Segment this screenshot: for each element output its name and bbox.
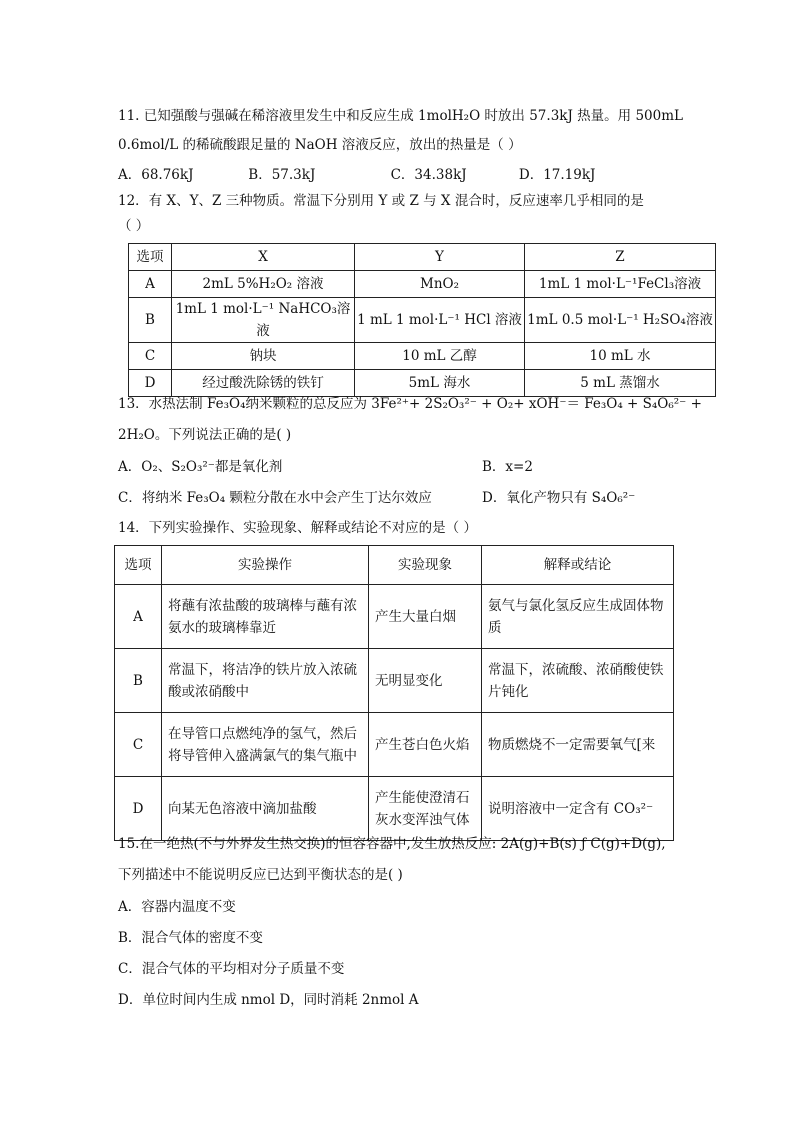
- table-header-cell: 解释或结论: [482, 546, 674, 585]
- table-cell: 氨气与氯化氢反应生成固体物质: [482, 585, 674, 649]
- table-cell: 将蘸有浓盐酸的玻璃棒与蘸有浓氨水的玻璃棒靠近: [162, 585, 369, 649]
- table-header-cell: 实验操作: [162, 546, 369, 585]
- table-cell: 1mL 0.5 mol·L⁻¹ H₂SO₄溶液: [525, 298, 716, 343]
- table-row: [129, 370, 716, 397]
- table-cell: 1mL 1 mol·L⁻¹ NaHCO₃溶液: [172, 298, 355, 343]
- table-cell: 5mL 海水: [355, 370, 525, 397]
- table-cell: C: [129, 343, 172, 370]
- q11-stem-line2: 0.6mol/L 的稀硫酸跟足量的 NaOH 溶液反应，放出的热量是（ ）: [118, 137, 522, 153]
- q13-option-c: C．将纳米 Fe₃O₄ 颗粒分散在水中会产生丁达尔效应: [118, 490, 432, 506]
- q15-option-d: D．单位时间内生成 nmol D，同时消耗 2nmol A: [118, 992, 419, 1008]
- q13-option-a: A．O₂、S₂O₃²⁻都是氧化剂: [118, 459, 283, 475]
- table-row: [115, 713, 674, 777]
- table-cell: 产生苍白色火焰: [369, 713, 482, 777]
- table-cell: MnO₂: [355, 271, 525, 298]
- table-row: [129, 343, 716, 370]
- q15-option-b: B．混合气体的密度不变: [118, 930, 263, 946]
- table-cell: 5 mL 蒸馏水: [525, 370, 716, 397]
- table-cell: 常温下，将洁净的铁片放入浓硫酸或浓硝酸中: [162, 649, 369, 713]
- q13-option-b: B．x=2: [482, 459, 533, 475]
- table-header-cell: 选项: [129, 244, 172, 271]
- table-cell: A: [115, 585, 162, 649]
- q12-stem-line2: （ ）: [118, 218, 150, 234]
- table-row: [115, 585, 674, 649]
- table-cell: 产生能使澄清石灰水变浑浊气体: [369, 777, 482, 841]
- table-cell: 向某无色溶液中滴加盐酸: [162, 777, 369, 841]
- table-header-cell: 实验现象: [369, 546, 482, 585]
- table-cell: 产生大量白烟: [369, 585, 482, 649]
- table-header-cell: Z: [525, 244, 716, 271]
- q15-option-a: A．容器内温度不变: [118, 899, 236, 915]
- table-header-cell: Y: [355, 244, 525, 271]
- table-cell: 经过酸洗除锈的铁钉: [172, 370, 355, 397]
- table-cell: B: [115, 649, 162, 713]
- table-row: [129, 271, 716, 298]
- table-cell: D: [115, 777, 162, 841]
- table-cell: 2mL 5%H₂O₂ 溶液: [172, 271, 355, 298]
- table-cell: 1 mL 1 mol·L⁻¹ HCl 溶液: [355, 298, 525, 343]
- q11-option-a: A．68.76kJ: [118, 167, 194, 183]
- q11-option-d: D．17.19kJ: [518, 167, 596, 183]
- table-cell: 物质燃烧不一定需要氧气[来: [482, 713, 674, 777]
- q14-table: [114, 545, 674, 841]
- table-header-cell: 选项: [115, 546, 162, 585]
- table-cell: 在导管口点燃纯净的氢气，然后将导管伸入盛满氯气的集气瓶中: [162, 713, 369, 777]
- table-cell: 10 mL 水: [525, 343, 716, 370]
- table-row: [129, 298, 716, 343]
- table-cell: 1mL 1 mol·L⁻¹FeCl₃溶液: [525, 271, 716, 298]
- q12-stem-line1: 12．有 X、Y、Z 三种物质。常温下分别用 Y 或 Z 与 X 混合时，反应速率几乎相同的是: [118, 193, 644, 209]
- table-cell: 常温下，浓硫酸、浓硝酸使铁片钝化: [482, 649, 674, 713]
- table-cell: B: [129, 298, 172, 343]
- q15-stem-line2: 下列描述中不能说明反应已达到平衡状态的是( ): [118, 867, 403, 883]
- table-cell: 无明显变化: [369, 649, 482, 713]
- q13-stem-line1: 13．水热法制 Fe₃O₄纳米颗粒的总反应为 3Fe²⁺+ 2S₂O₃²⁻ + O₂+ xOH⁻＝ Fe₃O₄ + S₄O₆²⁻ +: [118, 396, 702, 412]
- q11-option-b: B．57.3kJ: [248, 167, 316, 183]
- q14-stem: 14．下列实验操作、实验现象、解释或结论不对应的是（ ）: [118, 520, 477, 536]
- table-cell: C: [115, 713, 162, 777]
- table-cell: D: [129, 370, 172, 397]
- q13-option-d: D．氧化产物只有 S₄O₆²⁻: [482, 490, 636, 506]
- q12-table: [128, 243, 716, 397]
- table-cell: 说明溶液中一定含有 CO₃²⁻: [482, 777, 674, 841]
- table-header-row: [115, 546, 674, 585]
- table-header-cell: X: [172, 244, 355, 271]
- table-header-row: [129, 244, 716, 271]
- q11-option-c: C．34.38kJ: [390, 167, 467, 183]
- q11-stem-line1: 11. 已知强酸与强碱在稀溶液里发生中和反应生成 1molH₂O 时放出 57.3kJ 热量。用 500mL: [118, 108, 683, 124]
- table-cell: 钠块: [172, 343, 355, 370]
- table-cell: A: [129, 271, 172, 298]
- table-row: [115, 777, 674, 841]
- table-cell: 10 mL 乙醇: [355, 343, 525, 370]
- q15-stem-line1: 15.在一绝热(不与外界发生热交换)的恒容容器中,发生放热反应: 2A(g)+B(s) ƒ C(g)+D(g),: [118, 836, 666, 852]
- q15-option-c: C．混合气体的平均相对分子质量不变: [118, 961, 345, 977]
- q11-options: [118, 165, 595, 185]
- table-row: [115, 649, 674, 713]
- q13-stem-line2: 2H₂O。下列说法正确的是( ): [118, 427, 292, 443]
